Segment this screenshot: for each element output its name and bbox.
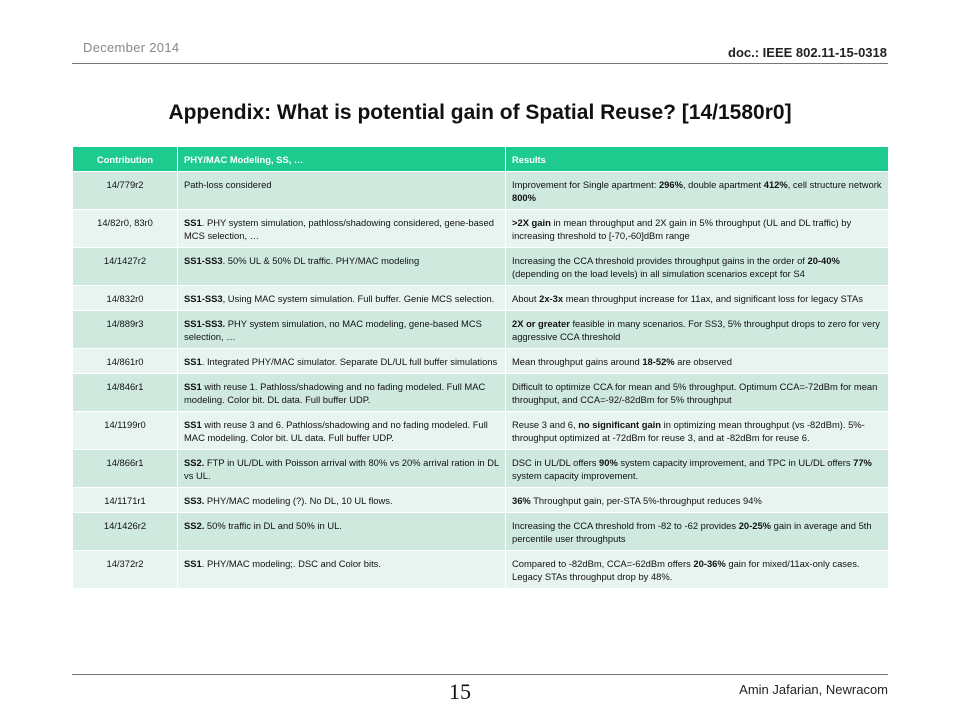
bold-text: 20-25% xyxy=(738,520,772,531)
text-segment: , double apartment xyxy=(682,179,764,190)
text-segment: in optimizing mean throughput (vs -82dBm). 5%-throughput optimized at -72dBm for reuse 3, and at -82dBm for reuse 6. xyxy=(512,419,865,443)
cell-contribution: 14/1171r1 xyxy=(73,488,178,513)
cell-modeling xyxy=(178,412,506,450)
cell-modeling xyxy=(178,172,506,210)
bold-text: SS1 xyxy=(184,381,202,392)
text-segment: system capacity improvement, and TPC in UL/DL offers xyxy=(617,457,854,468)
text-segment: Path-loss considered xyxy=(184,179,272,190)
footer-author: Amin Jafarian, Newracom xyxy=(739,682,888,697)
page-number: 15 xyxy=(449,679,471,704)
text-segment: . PHY system simulation, pathloss/shadowing considered, gene-based MCS selection, … xyxy=(184,217,494,241)
table-row xyxy=(73,374,889,412)
text-segment: About xyxy=(512,293,540,304)
cell-results xyxy=(506,311,889,349)
bold-text: 20-36% xyxy=(693,558,726,569)
text-segment: . PHY/MAC modeling;. DSC and Color bits. xyxy=(201,558,381,569)
bold-text: SS1-SS3 xyxy=(184,255,223,266)
bold-text: >2X gain xyxy=(512,217,551,228)
bold-text: SS1 xyxy=(184,356,202,367)
document-id: doc.: IEEE 802.11-15-0318 xyxy=(728,45,887,60)
text-segment: with reuse 1. Pathloss/shadowing and no fading modeled. Full MAC modeling. Color bit. DL data. Full buffer UDP. xyxy=(184,381,486,405)
cell-modeling xyxy=(178,513,506,551)
table-row xyxy=(73,349,889,374)
cell-modeling xyxy=(178,349,506,374)
cell-contribution: 14/846r1 xyxy=(73,374,178,412)
cell-modeling xyxy=(178,450,506,488)
cell-results xyxy=(506,412,889,450)
text-segment: Throughput gain, per-STA 5%-throughput reduces 94% xyxy=(530,495,762,506)
cell-contribution: 14/779r2 xyxy=(73,172,178,210)
text-segment: Mean throughput gains around xyxy=(512,356,643,367)
cell-modeling xyxy=(178,210,506,248)
text-segment: Compared to -82dBm, CCA=-62dBm offers xyxy=(512,558,694,569)
text-segment: Difficult to optimize CCA for mean and 5% throughput. Optimum CCA=-72dBm for mean throughput, and CCA=-92/-82dBm for 5% throughput xyxy=(512,381,878,405)
bold-text: 800% xyxy=(512,192,536,203)
cell-modeling xyxy=(178,286,506,311)
bold-text: SS1 xyxy=(184,558,202,569)
cell-results xyxy=(506,551,889,589)
cell-results xyxy=(506,374,889,412)
bold-text: SS2. xyxy=(184,520,205,531)
cell-modeling xyxy=(178,551,506,589)
cell-results xyxy=(506,450,889,488)
table-row xyxy=(73,412,889,450)
bold-text: 18-52% xyxy=(642,356,675,367)
table-row xyxy=(73,551,889,589)
text-segment: are observed xyxy=(674,356,732,367)
cell-results xyxy=(506,172,889,210)
bold-text: 2x-3x xyxy=(539,293,564,304)
bold-text: 412% xyxy=(763,179,788,190)
bold-text: SS1-SS3 xyxy=(184,293,223,304)
text-segment: . 50% UL & 50% DL traffic. PHY/MAC modeling xyxy=(222,255,420,266)
text-segment: gain in average and 5th percentile user throughputs xyxy=(512,520,872,544)
header-divider xyxy=(72,63,888,64)
bold-text: SS3. xyxy=(184,495,205,506)
bold-text: SS1 xyxy=(184,419,202,430)
text-segment: system capacity improvement. xyxy=(512,470,639,481)
cell-contribution: 14/1199r0 xyxy=(73,412,178,450)
bold-text: 20-40% xyxy=(807,255,840,266)
cell-contribution: 14/832r0 xyxy=(73,286,178,311)
bold-text: 77% xyxy=(853,457,872,468)
bold-text: 2X or greater xyxy=(512,318,570,329)
cell-modeling xyxy=(178,311,506,349)
bold-text: 36% xyxy=(512,495,531,506)
table-row xyxy=(73,311,889,349)
cell-contribution: 14/866r1 xyxy=(73,450,178,488)
cell-modeling xyxy=(178,248,506,286)
cell-contribution: 14/861r0 xyxy=(73,349,178,374)
bold-text: SS2. xyxy=(184,457,205,468)
footer-divider xyxy=(72,674,888,675)
text-segment: feasible in many scenarios. For SS3, 5% throughput drops to zero for very aggressive CCA threshold xyxy=(512,318,880,342)
table-row xyxy=(73,210,889,248)
table-row xyxy=(73,488,889,513)
results-table xyxy=(72,146,889,589)
text-segment: PHY system simulation, no MAC modeling, gene-based MCS selection, … xyxy=(184,318,482,342)
cell-results xyxy=(506,488,889,513)
text-segment: . Integrated PHY/MAC simulator. Separate DL/UL full buffer simulations xyxy=(201,356,498,367)
bold-text: SS1-SS3. xyxy=(184,318,226,329)
cell-modeling xyxy=(178,488,506,513)
column-header-results: Results xyxy=(506,147,889,172)
text-segment: , cell structure network xyxy=(787,179,882,190)
table-body xyxy=(73,172,889,589)
cell-results xyxy=(506,248,889,286)
table-row xyxy=(73,513,889,551)
text-segment: in mean throughput and 2X gain in 5% throughput (UL and DL traffic) by increasing threshold to [-70,-60]dBm range xyxy=(512,217,852,241)
bold-text: 296% xyxy=(658,179,683,190)
bold-text: 90% xyxy=(599,457,618,468)
cell-results xyxy=(506,513,889,551)
cell-contribution: 14/372r2 xyxy=(73,551,178,589)
slide-title: Appendix: What is potential gain of Spatial Reuse? [14/1580r0] xyxy=(168,101,792,124)
cell-contribution: 14/889r3 xyxy=(73,311,178,349)
cell-contribution: 14/1427r2 xyxy=(73,248,178,286)
bold-text: no significant gain xyxy=(578,419,662,430)
text-segment: Improvement for Single apartment: xyxy=(512,179,659,190)
text-segment: Increasing the CCA threshold from -82 to -62 provides xyxy=(512,520,739,531)
column-header-contribution: Contribution xyxy=(73,147,178,172)
text-segment: gain for mixed/11ax-only cases. Legacy STAs throughput drop by 48%. xyxy=(512,558,860,582)
text-segment: 50% traffic in DL and 50% in UL. xyxy=(204,520,342,531)
table-row xyxy=(73,286,889,311)
cell-results xyxy=(506,349,889,374)
table-header-row xyxy=(73,147,889,172)
text-segment: Increasing the CCA threshold provides throughput gains in the order of xyxy=(512,255,808,266)
cell-results xyxy=(506,286,889,311)
cell-contribution: 14/82r0, 83r0 xyxy=(73,210,178,248)
table-row xyxy=(73,248,889,286)
table-row xyxy=(73,450,889,488)
text-segment: with reuse 3 and 6. Pathloss/shadowing and no fading modeled. Full MAC modeling. Color bit. UL data. Full buffer UDP. xyxy=(184,419,488,443)
text-segment: mean throughput increase for 11ax, and significant loss for legacy STAs xyxy=(563,293,863,304)
text-segment: (depending on the load levels) in all simulation scenarios except for S4 xyxy=(512,268,805,279)
text-segment: DSC in UL/DL offers xyxy=(512,457,600,468)
header-date: December 2014 xyxy=(83,40,180,55)
text-segment: FTP in UL/DL with Poisson arrival with 80% vs 20% arrival ration in DL vs UL. xyxy=(184,457,499,481)
text-segment: Reuse 3 and 6, xyxy=(512,419,579,430)
text-segment: , Using MAC system simulation. Full buffer. Genie MCS selection. xyxy=(222,293,495,304)
cell-results xyxy=(506,210,889,248)
table-row xyxy=(73,172,889,210)
bold-text: SS1 xyxy=(184,217,202,228)
cell-modeling xyxy=(178,374,506,412)
text-segment: PHY/MAC modeling (?). No DL, 10 UL flows. xyxy=(204,495,393,506)
column-header-modeling: PHY/MAC Modeling, SS, … xyxy=(178,147,506,172)
cell-contribution: 14/1426r2 xyxy=(73,513,178,551)
